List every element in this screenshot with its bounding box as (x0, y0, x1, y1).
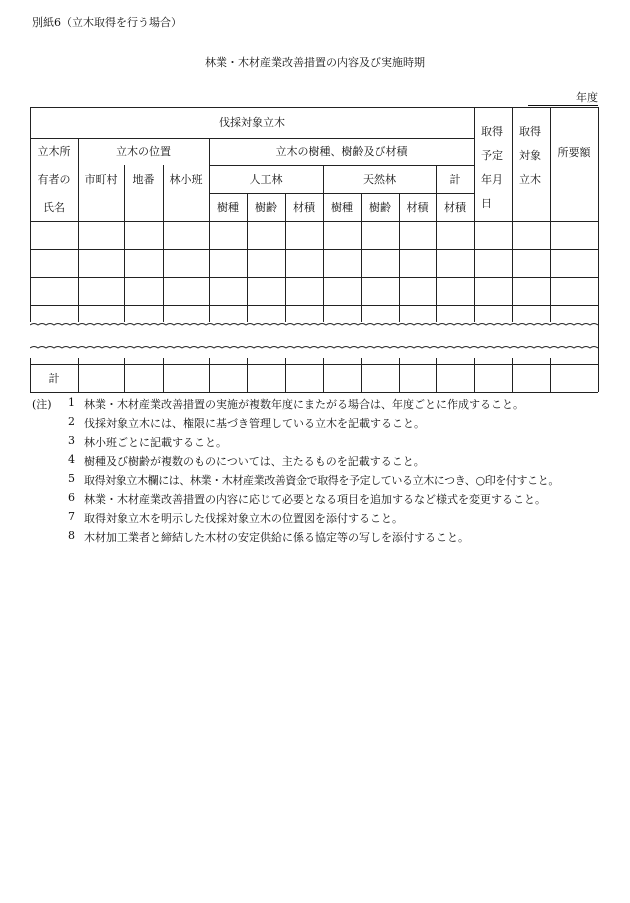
header-natural-species: 樹種 (331, 200, 353, 214)
header-planted-forest: 人工林 (249, 172, 283, 186)
note-item: 3 林小班ごとに記載すること。 (68, 434, 227, 449)
header-natural-volume: 材積 (406, 200, 429, 214)
header-subtotal: 計 (449, 172, 461, 186)
note-item: 7 取得対象立木を明示した伐採対象立木の位置図を添付すること。 (68, 510, 403, 525)
fiscal-year-field[interactable]: 年度 (528, 91, 598, 106)
page-label: 別紙6（立木取得を行う場合） (32, 16, 182, 29)
note-item: 6 林業・木材産業改善措置の内容に応じて必要となる項目を追加するなど様式を変更すること。 (68, 491, 546, 506)
note-item: 4 樹種及び樹齢が複数のものについては、主たるものを記載すること。 (68, 453, 425, 468)
header-sub-compartment: 林小班 (169, 173, 203, 186)
notes-heading: (注) (32, 398, 52, 411)
total-row-label: 計 (48, 371, 60, 385)
header-target-line1: 取得 (519, 125, 541, 138)
header-planted-age: 樹齢 (255, 200, 277, 214)
note-item: 8 木材加工業者と締結した木材の安定供給に係る協定等の写しを添付すること。 (68, 529, 469, 544)
header-municipality: 市町村 (84, 173, 118, 186)
header-planned-acquisition-date (474, 120, 512, 216)
header-owner-line2: 有者の (37, 172, 71, 186)
header-felling-target: 伐採対象立木 (219, 116, 285, 129)
table-break-mark (30, 322, 598, 358)
note-item: 1 林業・木材産業改善措置の実施が複数年度にまたがる場合は、年度ごとに作成すること。 (68, 396, 524, 411)
header-lot-number: 地番 (132, 173, 155, 186)
header-required-amount: 所要額 (557, 145, 591, 159)
header-owner-line1: 立木所 (37, 144, 71, 158)
header-planned-line3: 年月 (481, 173, 503, 186)
note-item: 5 取得対象立木欄には、林業・木材産業改善資金で取得を予定している立木につき、○印を付すこと。 (68, 472, 559, 487)
header-owner-name (30, 138, 78, 221)
header-planned-line1: 取得 (481, 125, 503, 138)
header-planned-line2: 予定 (481, 149, 503, 162)
header-acquisition-target (512, 120, 550, 192)
header-natural-age: 樹齢 (369, 200, 391, 214)
header-owner-line3: 氏名 (43, 200, 65, 214)
header-subtotal-volume: 材積 (444, 200, 466, 214)
header-target-line2: 対象 (519, 149, 541, 162)
header-location: 立木の位置 (116, 145, 171, 158)
header-planted-species: 樹種 (217, 200, 239, 214)
header-target-line3: 立木 (519, 173, 541, 186)
document-title: 林業・木材産業改善措置の内容及び実施時期 (205, 56, 425, 69)
header-natural-forest: 天然林 (363, 172, 396, 186)
header-species-age-volume: 立木の樹種、樹齢及び材積 (275, 145, 408, 158)
header-planned-line4: 日 (481, 197, 492, 210)
header-planted-volume: 材積 (293, 200, 315, 214)
note-item: 2 伐採対象立木には、権限に基づき管理している立木を記載すること。 (68, 415, 425, 430)
